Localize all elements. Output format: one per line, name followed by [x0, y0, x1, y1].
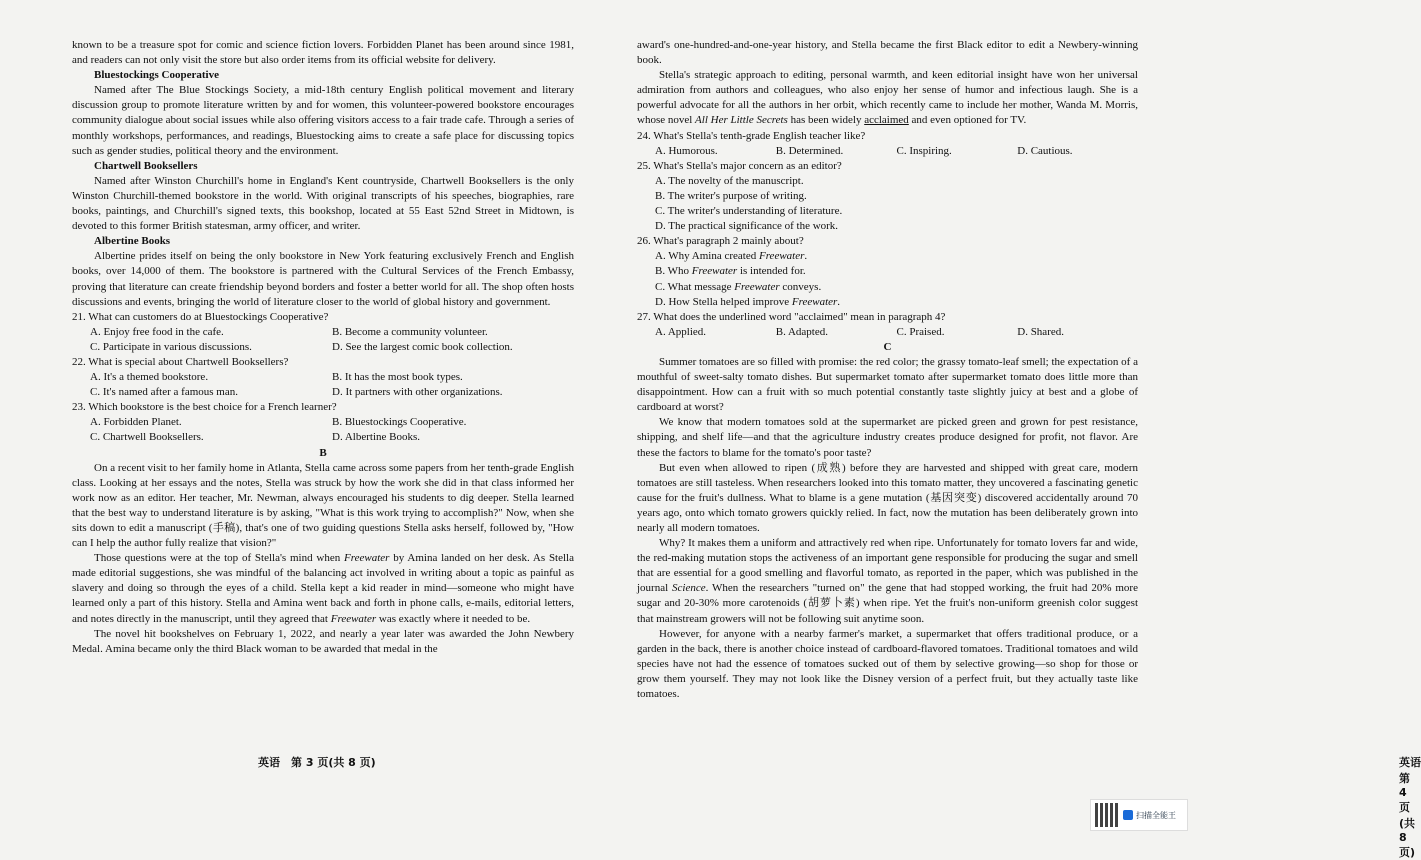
option-25a: A. The novelty of the manuscript.	[655, 174, 804, 187]
section-b-label: B	[319, 446, 327, 459]
question-24-options	[637, 144, 1138, 159]
para-c1: Summer tomatoes are so filled with promise: the red color; the grassy tomato-leaf smell; the expectation of a mouthful of sweet-salty tomato dishes. But supermarket tomato after supermarket tomato does little more than disappointment. How can a fruit with so much potential constantly taste slightly juicy at best and a globe of cardboard at worst?	[637, 355, 1138, 414]
scanner-watermark	[1090, 799, 1188, 831]
question-25: 25. What's Stella's major concern as an editor?	[637, 159, 842, 172]
page-4-footer: 英语 第 4 页(共 8 页)	[1399, 756, 1421, 859]
para-c5: However, for anyone with a nearby farmer's market, a supermarket that offers traditional produce, or a garden in the back, there is another choice instead of cardboard-flavored tomatoes. Traditional tomatoes and wild species have not had the essence of tomatoes sucked out of them by selective growing—so shop for those or grow them yourself. They may not look like the Disney version of a perfect fruit, but they actually taste like tomatoes.	[637, 627, 1138, 701]
option-21b: B. Become a community volunteer.	[332, 325, 488, 338]
option-26b: B. Who Freewater is intended for.	[655, 265, 806, 278]
option-22b: B. It has the most book types.	[332, 371, 463, 384]
question-27-options	[637, 325, 1138, 340]
question-21: 21. What can customers do at Bluestockings Cooperative?	[72, 310, 329, 323]
heading-bluestockings: Bluestockings Cooperative	[94, 69, 219, 82]
option-22c: C. It's named after a famous man.	[90, 386, 238, 399]
qr-code-icon	[1095, 803, 1119, 827]
page-3-footer: 英语 第 3 页(共 8 页)	[258, 756, 376, 769]
option-27d: D. Shared.	[1017, 325, 1064, 338]
option-25d: D. The practical significance of the work.	[655, 220, 839, 233]
page-3	[0, 0, 600, 848]
option-24b: B. Determined.	[775, 144, 844, 157]
question-23: 23. Which bookstore is the best choice for a French learner?	[72, 401, 337, 414]
option-21a: A. Enjoy free food in the cafe.	[90, 325, 224, 338]
option-23a: A. Forbidden Planet.	[90, 416, 182, 429]
option-26a: A. Why Amina created Freewater.	[655, 250, 808, 263]
option-22a: A. It's a themed bookstore.	[90, 371, 209, 384]
para-c4: Why? It makes them a uniform and attractively red when ripe. Unfortunately for tomato lovers far and wide, the red-making mutation stops the activeness of an important gene responsible for producing the sugar and smell that are essential for a good smelling and flavorful tomato, as reported in the paper, which was published in the journal Science. When the researchers "turned on" the gene that had stopped working, the fruit had 20% more sugar and 20-30% more carotenoids (胡萝卜素) when ripe. Yet the fruit's non-uniform greenish color suggest that mainstream growers will not be following suit anytime soon.	[637, 537, 1138, 625]
question-22: 22. What is special about Chartwell Booksellers?	[72, 355, 289, 368]
option-22d: D. It partners with other organizations.	[332, 386, 503, 399]
para-b1: On a recent visit to her family home in Atlanta, Stella came across some papers from her tenth-grade English class. Looking at her essays and the notes, Stella was struck by how the work she did in that class informed her work now as an editor. Her teacher, Mr. Newman, always encouraged his students to dig deeper. Stella learned that the best way to understand literature is by asking, "What is this work trying to accomplish?" Now, when she sits down to edit a manuscript (手稿), that's one of two guiding questions Stella asks herself, followed by, "How can I help the author fully realize that vision?"	[72, 461, 574, 550]
option-25c: C. The writer's understanding of literature.	[655, 205, 843, 218]
option-27c: C. Praised.	[896, 325, 945, 338]
para-chartwell: Named after Winston Churchill's home in England's Kent countryside, Chartwell Booksellers is the only Winston Churchill-themed bookstore in the world. With original transcripts of his speeches, biographies, rare books, paintings, and Churchill's signed texts, this bookshop, located at 55 East 52nd Street in Midtown, is devoted to this former British statesman, army officer, and writer.	[72, 174, 574, 233]
acclaimed-underlined: acclaimed	[864, 114, 909, 127]
option-23d: D. Albertine Books.	[332, 431, 420, 444]
option-27a: A. Applied.	[655, 325, 707, 338]
page-4	[600, 0, 1421, 859]
heading-chartwell: Chartwell Booksellers	[94, 159, 198, 172]
watermark-text: 扫描全能王	[1136, 810, 1176, 820]
option-21c: C. Participate in various discussions.	[90, 340, 252, 353]
para-b3: The novel hit bookshelves on February 1, 2022, and nearly a year later was awarded the John Newbery Medal. Amina became only the third Black woman to be awarded that medal in the	[72, 627, 574, 655]
option-23b: B. Bluestockings Cooperative.	[332, 416, 467, 429]
para-c2: We know that modern tomatoes sold at the supermarket are picked green and grown for pest resistance, shipping, and shelf life—and that the agriculture industry creates produce designed for profit, not flavor. Are these the factors to blame for the tomato's poor taste?	[637, 416, 1138, 459]
question-21-options	[72, 325, 574, 355]
section-c-label: C	[883, 340, 892, 353]
question-24: 24. What's Stella's tenth-grade English teacher like?	[637, 129, 866, 142]
para-c3: But even when allowed to ripen (成熟) before they are harvested and shipped with great care, modern tomatoes are still tasteless. When researchers looked into this tomato matter, they uncovered a fascinating genetic cause for the fruit's dullness. What to blame is a gene mutation (基因突变) discovered accidentally around 70 years ago, onto which tomato growers quickly relied. In fact, now the mutation has been deliberately grown into nearly all modern tomatoes.	[637, 461, 1138, 534]
option-26c: C. What message Freewater conveys.	[655, 280, 822, 293]
para-bluestockings: Named after The Blue Stockings Society, a mid-18th century English political movement and literary discussion group to promote literature written by and for women, this volunteer-powered bookstore encourages community dialogue about social issues while also offering visitors access to a fair trade cafe. Through a series of monthly workshops, performances, and readings, Bluestocking aims to create a safe place for discussing topics such as gender studies, political theory and the environment.	[72, 84, 574, 157]
heading-albertine: Albertine Books	[94, 235, 171, 248]
para-b2: Those questions were at the top of Stella's mind when Freewater by Amina landed on her desk. As Stella made editorial suggestions, she was mindful of the balancing act involved in writing about a topic as painful as slavery and doing so through the eyes of a child. Stella kept a kid reader in mind—someone who might have learned only a part of this history. Stella and Amina went back and forth in phone calls, e-mails, editorial letters, and notes directly in the manuscript, until they agreed that Freewater was exactly where it needed to be.	[72, 552, 574, 625]
question-26: 26. What's paragraph 2 mainly about?	[637, 235, 804, 248]
para-b3-tail: award's one-hundred-and-one-year history, and Stella became the first Black editor to edit a Newbery-winning book.	[637, 39, 1138, 67]
app-logo-icon	[1123, 810, 1133, 820]
page-4-text	[637, 38, 1138, 702]
page-3-text	[72, 38, 574, 657]
question-27: 27. What does the underlined word "acclaimed" mean in paragraph 4?	[637, 310, 946, 323]
option-23c: C. Chartwell Booksellers.	[90, 431, 204, 444]
option-21d: D. See the largest comic book collection.	[332, 340, 513, 353]
para-albertine: Albertine prides itself on being the only bookstore in New York featuring exclusively French and English books, over 14,000 of them. The bookstore is partnered with the Cultural Services of the French Embassy, proving that literature can create friendship beyond borders and foster a better world for all. The shop often hosts discussions and events, bringing the world of literature closer to the world of global history and government.	[72, 250, 574, 308]
question-22-options	[72, 370, 574, 400]
para-b4: Stella's strategic approach to editing, personal warmth, and keen editorial insight have won her universal admiration from authors and colleagues, who also enjoy her sense of humor and infectious laugh. She is a powerful advocate for all the authors in her orbit, which recently came to include her mother, Wanda M. Morris, whose novel All Her Little Secrets has been widely acclaimed and even optioned for TV.	[637, 69, 1138, 127]
option-27b: B. Adapted.	[775, 325, 828, 338]
option-24a: A. Humorous.	[655, 144, 718, 157]
option-26d: D. How Stella helped improve Freewater.	[655, 295, 841, 308]
intro-tail: known to be a treasure spot for comic and science fiction lovers. Forbidden Planet has been around since 1981, and readers can not only visit the store but also order items from its official website for delivery.	[72, 39, 574, 67]
question-23-options	[72, 415, 574, 445]
option-24c: C. Inspiring.	[896, 144, 952, 157]
option-24d: D. Cautious.	[1017, 144, 1073, 157]
option-25b: B. The writer's purpose of writing.	[655, 189, 807, 202]
